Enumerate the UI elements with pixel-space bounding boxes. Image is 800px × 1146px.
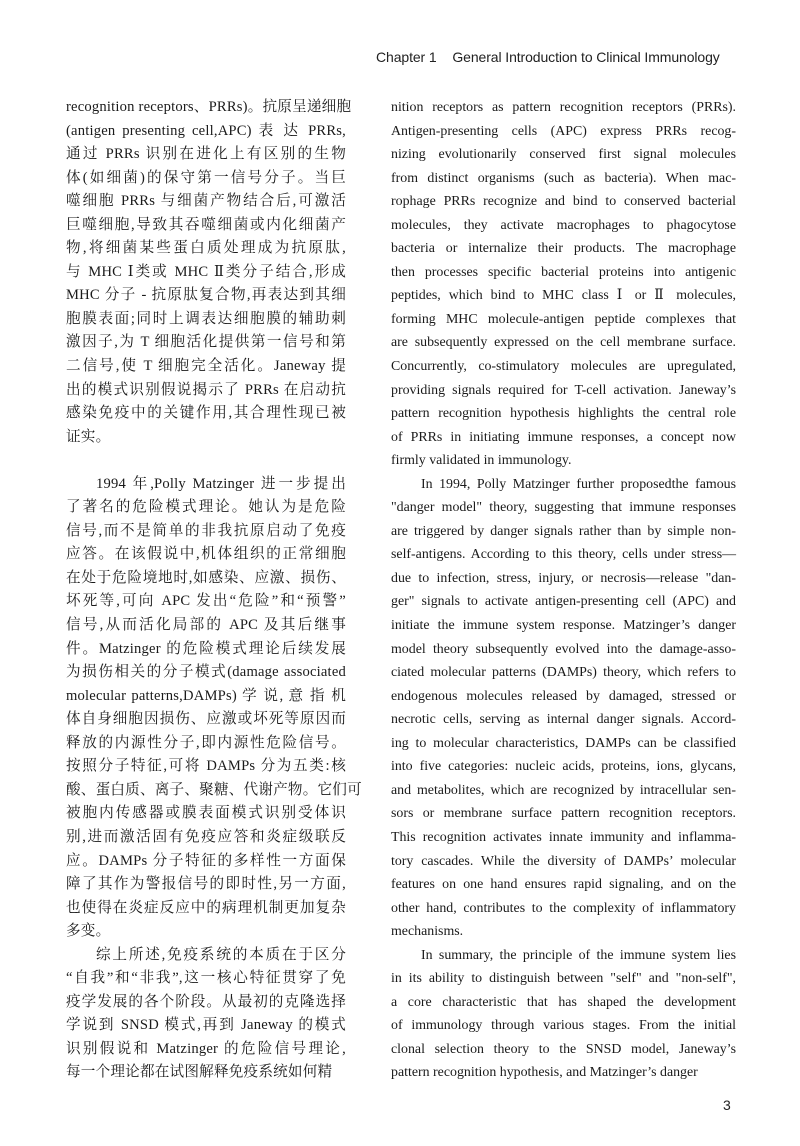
text-line: 按照分子特征,可将 DAMPs 分为五类:核 — [66, 758, 346, 775]
chapter-label: Chapter 1 — [376, 49, 437, 65]
text-line: "danger model" theory, suggesting that immune responses — [391, 500, 736, 516]
text-line: providing signals required for T-cell activation. Janeway’s — [391, 382, 736, 398]
text-line: tory cascades. While the diversity of DAMPs’ molecular — [391, 853, 736, 869]
text-line: 感染免疫中的关键作用,其合理性现已被 — [66, 405, 346, 422]
text-line: from distinct organisms (such as bacteria). When mac- — [391, 170, 736, 186]
text-line: 激因子,为 T 细胞活化提供第一信号和第 — [66, 334, 346, 351]
text-line: 学说到 SNSD 模式,再到 Janeway 的模式 — [66, 1017, 346, 1034]
text-line: pattern recognition hypothesis, and Matzinger’s danger — [391, 1065, 698, 1081]
text-line: 与 MHC Ⅰ类或 MHC Ⅱ类分子结合,形成 — [66, 263, 346, 280]
page-number: 3 — [723, 1097, 731, 1113]
text-line: 疫学发展的各个阶段。从最初的克隆选择 — [66, 993, 346, 1010]
text-line: and metabolites, which are recognized by intracellular sen- — [391, 782, 736, 798]
text-line: 件。Matzinger 的危险模式理论后续发展 — [66, 640, 346, 657]
text-line: (antigen presenting cell,APC) 表 达 PRRs, — [66, 122, 346, 139]
text-line: 综上所述,免疫系统的本质在于区分 — [96, 946, 346, 963]
text-line: nizing evolutionarily conserved first signal molecules — [391, 147, 736, 163]
text-line: 也使得在炎症反应中的病理机制更加复杂 — [66, 899, 346, 916]
text-line: 识别假说和 Matzinger 的危险信号理论, — [66, 1040, 346, 1057]
text-line: features on one hand ensures rapid signaling, and on the — [391, 877, 736, 893]
text-line: mechanisms. — [391, 924, 464, 940]
text-line: due to infection, stress, injury, or necrosis—release "dan- — [391, 570, 736, 586]
paragraph-gap — [66, 449, 346, 473]
running-header — [376, 49, 766, 65]
text-line: 障了其作为警报信号的即时性,另一方面, — [66, 876, 346, 893]
text-line: recognition receptors、PRRs)。抗原呈递细胞 — [66, 99, 352, 115]
paragraph — [66, 473, 362, 944]
text-line: sors or membrane surface pattern recognition receptors. — [391, 806, 736, 822]
paragraph — [66, 96, 352, 449]
text-line: 二信号,使 T 细胞完全活化。Janeway 提 — [66, 358, 346, 375]
text-line: peptides, which bind to MHC class Ⅰ or Ⅱ molecules, — [391, 288, 736, 304]
paragraph — [391, 473, 736, 944]
text-line: 通过 PRRs 识别在进化上有区别的生物 — [66, 146, 346, 163]
text-line: clonal selection theory to the SNSD model, Janeway’s — [391, 1041, 736, 1057]
text-line: ciated molecular patterns (DAMPs) theory, which refers to — [391, 665, 736, 681]
text-line: In 1994, Polly Matzinger further proposedthe famous — [421, 476, 736, 492]
text-line: ing to molecular characteristics, DAMPs can be classified — [391, 735, 736, 751]
text-line: nition receptors as pattern recognition receptors (PRRs). — [391, 100, 736, 115]
text-line: pattern recognition hypothesis highlights the central role — [391, 406, 736, 422]
chinese-text-column — [66, 96, 362, 1085]
paragraph — [66, 944, 346, 1085]
text-line: 多变。 — [66, 923, 111, 940]
text-line: 应答。在该假说中,机体组织的正常细胞 — [66, 546, 346, 563]
text-line: 坏死等,可向 APC 发出“危险”和“预警” — [66, 593, 346, 610]
text-line: 了著名的危险模式理论。她认为是危险 — [66, 499, 346, 516]
text-line: ger" signals to activate antigen-presenting cell (APC) and — [391, 594, 736, 610]
chapter-title: General Introduction to Clinical Immunology — [452, 49, 720, 65]
text-line: MHC 分子 - 抗原肽复合物,再表达到其细 — [66, 287, 346, 304]
text-line: 信号,而不是简单的非我抗原启动了免疫 — [66, 522, 346, 539]
text-line: 1994 年,Polly Matzinger 进一步提出 — [96, 475, 346, 492]
text-line: endogenous molecules released by damaged, stressed or — [391, 688, 736, 704]
text-line: 胞膜表面;同时上调表达细胞膜的辅助刺 — [66, 310, 346, 327]
text-line: In summary, the principle of the immune system lies — [421, 947, 736, 963]
text-line: firmly validated in immunology. — [391, 453, 572, 469]
text-line: 别,进而激活固有免疫应答和炎症级联反 — [66, 828, 346, 845]
text-line: 释放的内源性分子,即内源性危险信号。 — [66, 734, 346, 751]
text-line: 在处于危险境地时,如感染、应激、损伤、 — [66, 569, 346, 586]
text-line: of PRRs in initiating immune responses, a concept now — [391, 429, 736, 445]
text-line: 信号,从而活化局部的 APC 及其后继事 — [66, 617, 346, 634]
text-line: 噬细胞 PRRs 与细菌产物结合后,可激活 — [66, 193, 346, 210]
text-line: 每一个理论都在试图解释免疫系统如何精 — [66, 1064, 333, 1081]
text-line: 酸、蛋白质、离子、聚糖、代谢产物。它们可 — [66, 781, 362, 798]
text-line: 为损伤相关的分子模式(damage associated — [66, 664, 346, 681]
paragraph — [391, 944, 736, 1085]
text-line: into five categories: nucleic acids, proteins, ions, glycans, — [391, 759, 736, 775]
text-line: 出的模式识别假说揭示了 PRRs 在启动抗 — [66, 381, 346, 398]
text-line: molecules, they activate macrophages to phagocytose — [391, 217, 736, 233]
text-line: forming MHC molecule-antigen peptide complexes that — [391, 311, 736, 327]
text-line: Concurrently, co-stimulatory molecules are upregulated, — [391, 359, 736, 375]
text-line: rophage PRRs recognize and bind to conserved bacterial — [391, 194, 736, 210]
text-line: “自我”和“非我”,这一核心特征贯穿了免 — [66, 970, 346, 987]
text-line: 被胞内传感器或膜表面模式识别受体识 — [66, 805, 346, 822]
text-line: 证实。 — [66, 428, 111, 445]
text-line: model theory subsequently evolved into the damage-asso- — [391, 641, 736, 657]
text-line: are triggered by danger signals rather than by simple non- — [391, 523, 736, 539]
text-line: self-antigens. According to this theory, cells under stress— — [391, 547, 736, 563]
text-line: are subsequently expressed on the cell membrane surface. — [391, 335, 736, 351]
text-line: necrotic cells, serving as internal danger signals. Accord- — [391, 712, 736, 728]
text-line: then processes specific bacterial proteins into antigenic — [391, 264, 736, 280]
text-line: This recognition activates innate immunity and inflamma- — [391, 829, 736, 845]
text-line: Antigen-presenting cells (APC) express PRRs recog- — [391, 123, 736, 139]
text-line: in its ability to distinguish between "self" and "non-self", — [391, 971, 736, 987]
text-line: bacteria or internalize their products. The macrophage — [391, 241, 736, 257]
text-line: initiate the immune system response. Matzinger’s danger — [391, 618, 736, 634]
text-line: 巨噬细胞,导致其吞噬细菌或内化细菌产 — [66, 216, 346, 233]
text-line: molecular patterns,DAMPs) 学 说, 意 指 机 — [66, 687, 346, 704]
text-line: 物,将细菌某些蛋白质处理成为抗原肽, — [66, 240, 346, 257]
text-line: a core characteristic that has shaped the development — [391, 994, 736, 1010]
text-line: of immunology through various stages. From the initial — [391, 1018, 736, 1034]
paragraph — [391, 96, 736, 473]
text-line: 体(如细菌)的保守第一信号分子。当巨 — [66, 169, 346, 186]
english-text-column — [391, 96, 736, 1085]
text-line: 应。DAMPs 分子特征的多样性一方面保 — [66, 852, 346, 869]
text-line: other hand, contributes to the complexity of inflammatory — [391, 900, 736, 916]
text-line: 体自身细胞因损伤、应激或坏死等原因而 — [66, 711, 346, 728]
